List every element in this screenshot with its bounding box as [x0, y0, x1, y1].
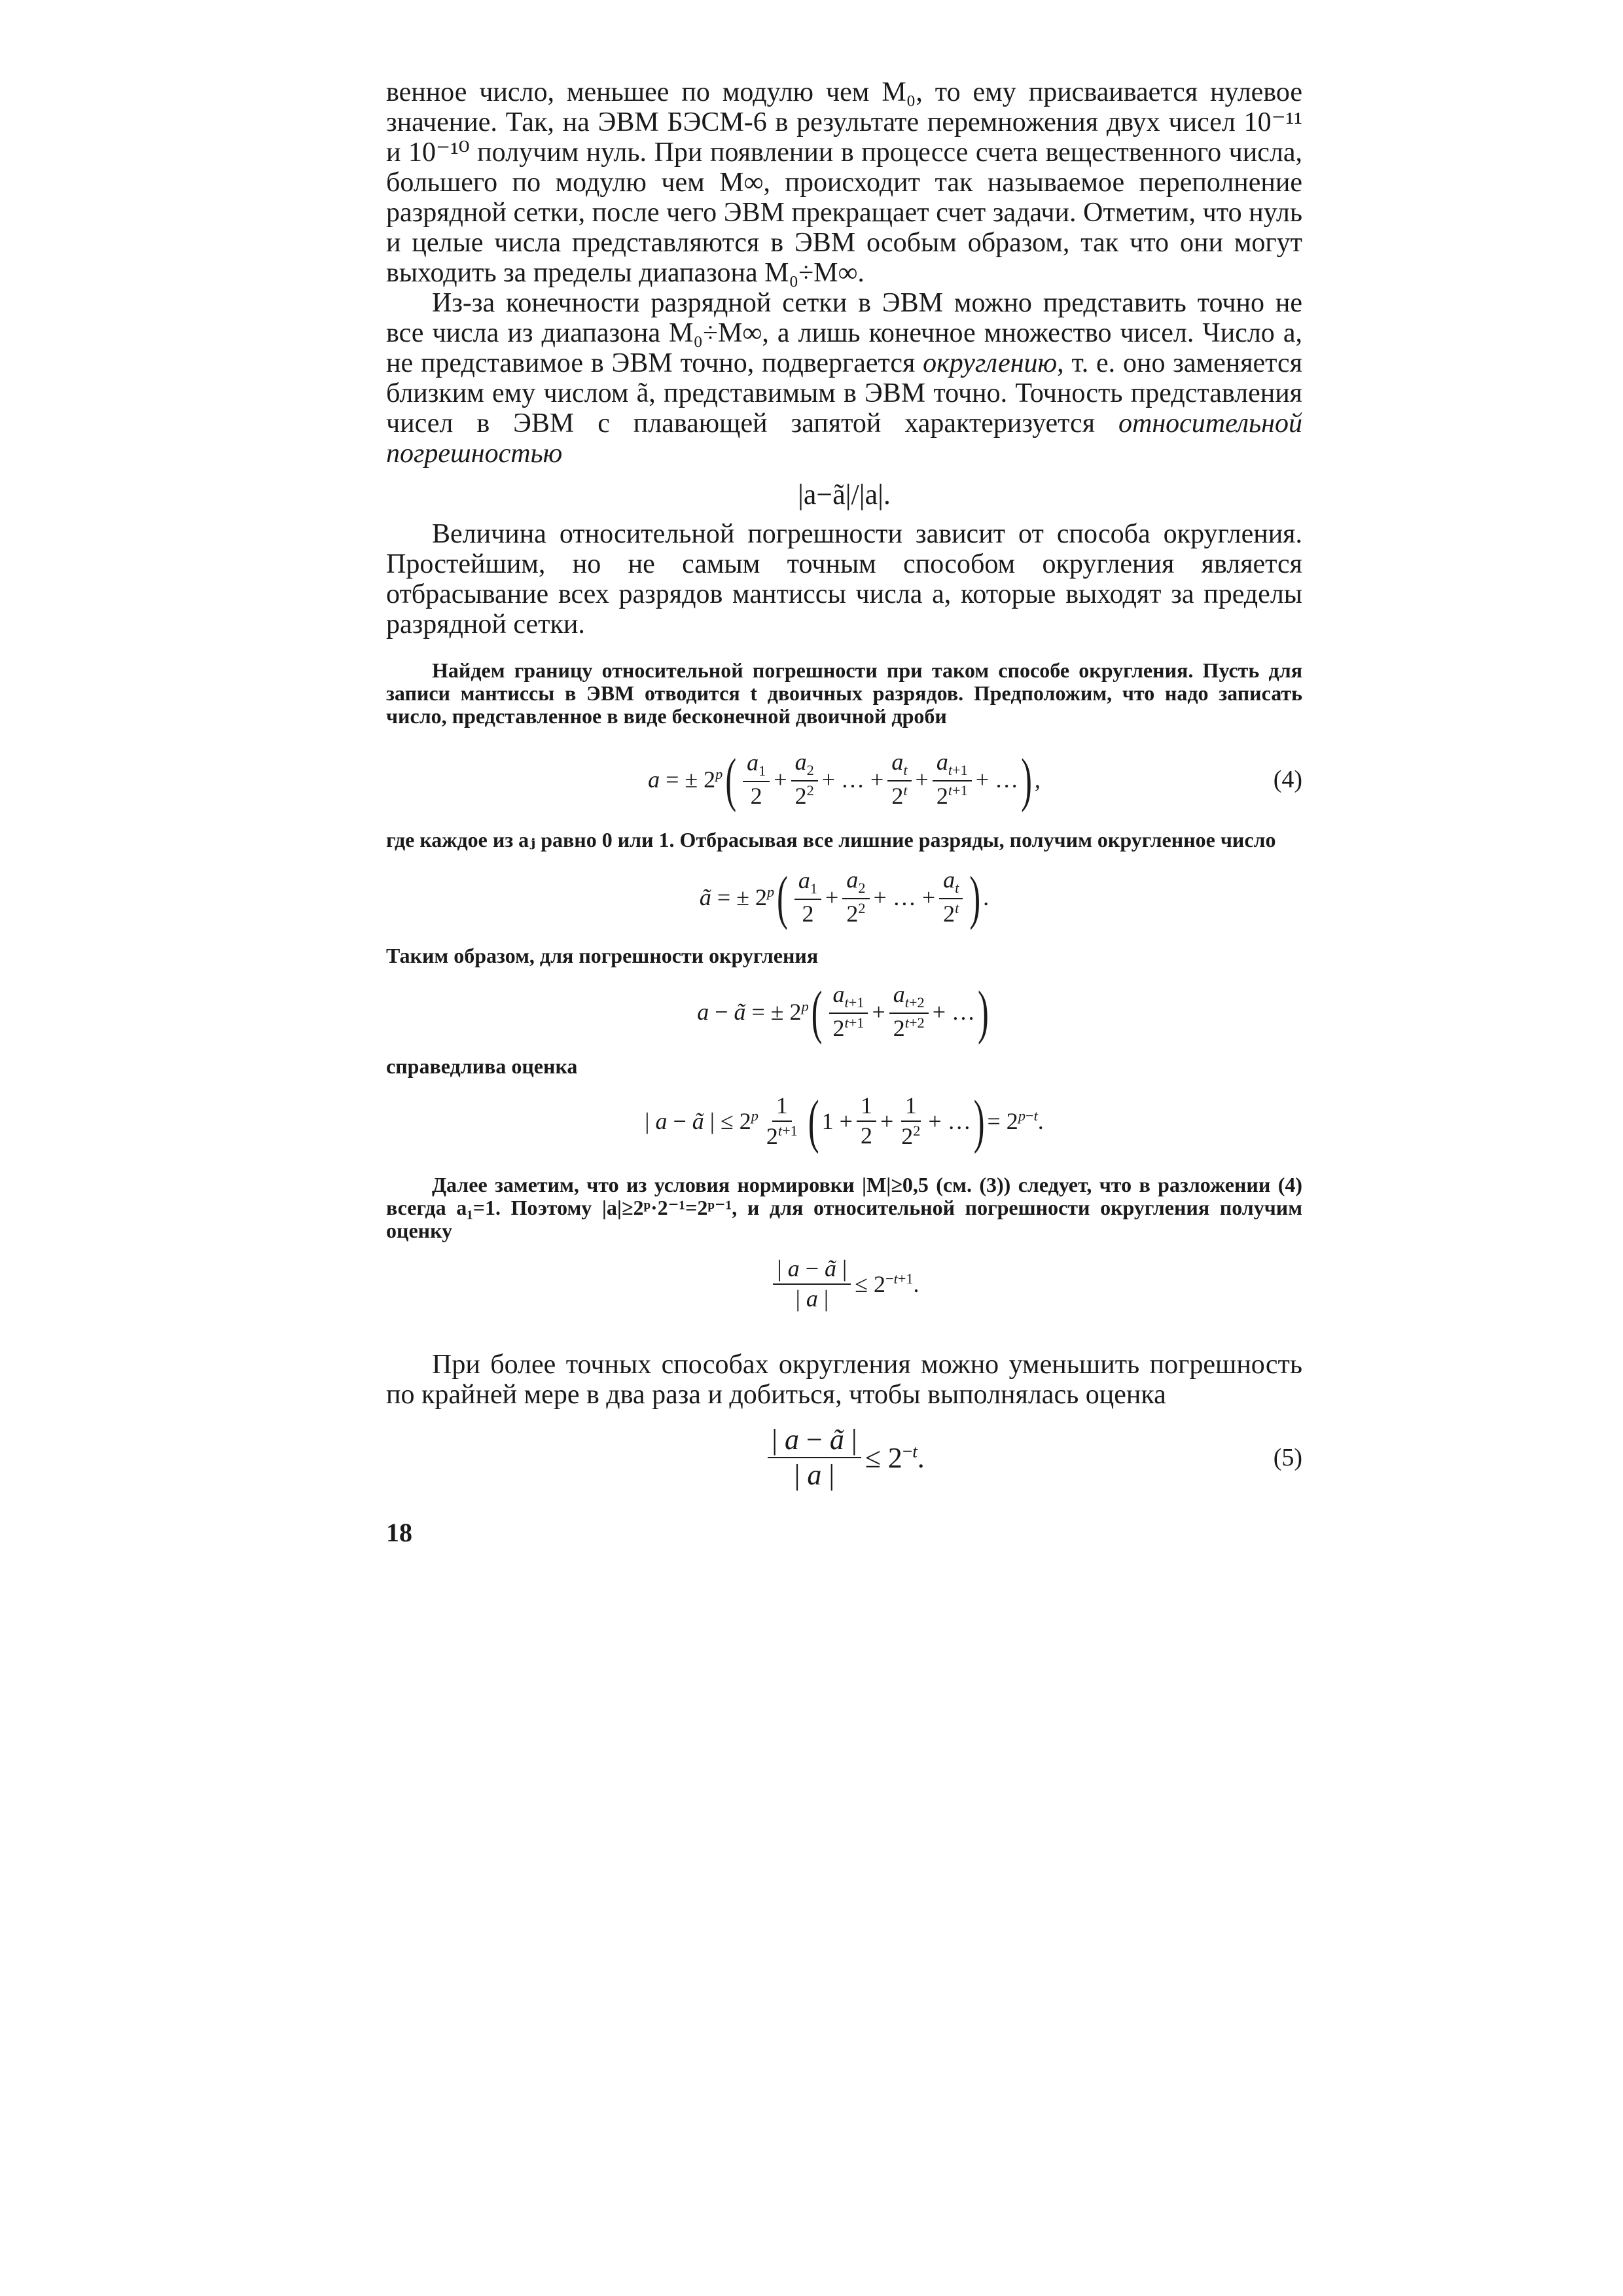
equation-4: a = ± $2^p$ ( $\frac{a_1}{2}$ + $\frac{a_2}{2^2}$ + … + $\frac{a_t}{2^t}$ + $\frac{a_{t+1}}{2^{t+1}}$ + … ) , (4): [648, 746, 1302, 813]
equation-5: $\frac{| a - ã |}{| a |}$ ≤ $2^{-t}$. (5): [386, 1422, 1302, 1494]
paragraph-3: Величина относительной погрешности зависит от способа округления. Простейшим, но не самым точным способом округления является отбрасывание всех разрядов мантиссы числа a, которые выходят за пределы разрядной сетки.: [386, 519, 1302, 639]
paragraph-1: венное число, меньшее по модулю чем M₀, то ему присваивается нулевое значение. Так, на ЭВМ БЭСМ-6 в результате перемножения двух чисел 10⁻¹¹ и 10⁻¹⁰ получим нуль. При появлении в процессе счета вещественного числа, большего по модулю чем M∞, происходит так называемое переполнение разрядной сетки, после чего ЭВМ прекращает счет задачи. Отметим, что нуль и целые числа представляются в ЭВМ особым образом, так что они могут выходить за пределы диапазона M₀÷M∞.: [386, 77, 1302, 288]
small-paragraph-4: справедлива оценка: [386, 1054, 578, 1078]
equation-relative-estimate: $\frac{| a - ã |}{| a |}$ ≤ $2^{-t+1}$.: [386, 1251, 1302, 1317]
small-paragraph-1: Найдем границу относительной погрешности при таком способе округления. Пусть для записи мантиссы в ЭВМ отводится t двоичных разрядов. Предположим, что надо записать число, представленное в виде бесконечной двоичной дроби: [386, 658, 1302, 728]
page-body: [386, 77, 1302, 1494]
small-paragraph-2: где каждое из aⱼ равно 0 или 1. Отбрасывая все лишние разряды, получим округленное число: [386, 828, 1276, 852]
paragraph-2-part-a: Из-за конечности разрядной сетки в ЭВМ можно представить точно не все числа из диапазона M₀÷M∞, а лишь конечное множество чисел. Число a, не представимое в ЭВМ точно, подвергается: [386, 288, 1302, 378]
equation-error-estimate: | a − ã | ≤ $2^p$ $\frac{1}{2^{t+1}}$ ( 1 + $\frac{1}{2}$ + $\frac{1}{2^2}$ + … ) = $2^{p-t}$.: [645, 1088, 1044, 1155]
emphasis-rounding: округлению: [923, 348, 1058, 378]
formula-relative-error-text: |a−ã|/|a|.: [798, 478, 891, 511]
paragraph-4: При более точных способах округления можно уменьшить погрешность по крайней мере в два раза и добиться, чтобы выполнялась оценка: [386, 1350, 1302, 1410]
page-number: 18: [386, 1518, 412, 1547]
emphasis-relative-error: относительной погрешностью: [386, 408, 1302, 469]
equation-5-number: (5): [1273, 1444, 1302, 1471]
equation-rounding-error: a − ã = ± $2^p$ ( $\frac{a_{t+1}}{2^{t+1}}$ + $\frac{a_{t+2}}{2^{t+2}}$ + … ): [697, 978, 989, 1045]
small-paragraph-5: Далее заметим, что из условия нормировки |M|≥0,5 (см. (3)) следует, что в разложении (4) всегда a₁=1. Поэтому |a|≥2ᵖ·2⁻¹=2ᵖ⁻¹, и для относительной погрешности округления получим оценку: [386, 1173, 1302, 1242]
small-paragraph-3: Таким образом, для погрешности округления: [386, 944, 819, 967]
formula-relative-error: [386, 478, 1302, 511]
equation-4-number: (4): [1273, 766, 1302, 793]
paragraph-2-part-b: , т. е. оно заменяется близким ему числом ã, представимым в ЭВМ точно. Точность представления чисел в ЭВМ с плавающей запятой характеризуется: [386, 348, 1303, 439]
paragraph-2: [386, 288, 1302, 469]
equation-rounded-number: ã = ± $2^p$ ( $\frac{a_1}{2}$ + $\frac{a_2}{2^2}$ + … + $\frac{a_t}{2^t}$ ) .: [699, 864, 990, 931]
